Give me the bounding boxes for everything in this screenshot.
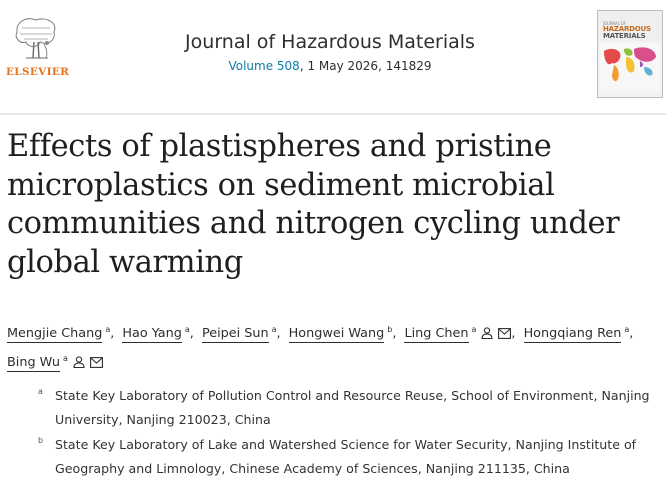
affiliation-text: State Key Laboratory of Lake and Watershed Science for Water Security, Nanjing Institute of Geography and Limnology, Chinese Academy of Sciences, Nanjing 211135, China [55,437,637,476]
author-separator: , [189,326,194,341]
author-name[interactable]: Bing Wu [7,355,60,370]
author-separator: , [511,326,516,341]
author-bing-wu[interactable] [7,355,103,370]
author-list [7,317,667,375]
affiliation-a [38,384,668,432]
journal-title-link[interactable]: Journal of Hazardous Materials [185,31,475,53]
article-title: Effects of plastispheres and pristine microplastics on sediment microbial communities and nitrogen cycling under global warming [7,129,620,280]
elsevier-wordmark: ELSEVIER [6,66,70,78]
author-hao-yang[interactable] [122,326,189,341]
author-name[interactable]: Peipei Sun [201,326,269,341]
person-icon[interactable] [73,356,85,368]
affiliation-text: State Key Laboratory of Pollution Control and Resource Reuse, School of Environment, Nanjing University, Nanjing 210023, China [55,388,650,427]
author-name[interactable]: Hongqiang Ren [523,326,622,341]
author-hongwei-wang[interactable] [289,326,393,341]
author-peipei-sun[interactable] [202,326,277,341]
affiliation-label: b [38,436,44,445]
author-name[interactable]: Hao Yang [122,326,182,341]
affiliation-superscript: a [184,325,190,334]
affiliation-superscript: a [62,354,68,363]
journal-cover-image[interactable] [597,10,663,98]
author-name[interactable]: Hongwei Wang [288,326,385,341]
envelope-icon[interactable] [498,328,511,339]
cover-world-map-icon [600,43,660,91]
header-divider [0,113,666,115]
cover-title-line: JOURNAL OF [603,21,626,26]
author-separator: , [629,326,634,341]
affiliation-superscript: a [271,325,277,334]
affiliation-superscript: b [387,325,393,334]
author-name[interactable]: Ling Chen [404,326,469,341]
journal-info [0,31,660,73]
affiliation-superscript: a [471,325,477,334]
author-separator: , [392,326,397,341]
affiliation-superscript: a [105,325,111,334]
author-separator: , [110,326,115,341]
issue-line [0,59,660,73]
author-ling-chen[interactable] [404,326,511,341]
affiliation-superscript: a [624,325,630,334]
issue-details: , 1 May 2026, 141829 [299,59,432,73]
author-hongqiang-ren[interactable] [524,326,630,341]
author-mengjie-chang[interactable] [7,326,110,341]
affiliation-label: a [38,387,43,396]
affiliation-b [38,433,668,481]
person-icon[interactable] [481,327,493,339]
envelope-icon[interactable] [90,357,103,368]
author-separator: , [276,326,281,341]
volume-link[interactable]: Volume 508 [228,59,300,73]
cover-title-line: MATERIALS [603,32,646,40]
cover-title-line: HAZARDOUS [603,25,651,33]
author-name[interactable]: Mengjie Chang [7,326,103,341]
cover-journal-name [603,21,651,40]
article-header [0,0,672,108]
